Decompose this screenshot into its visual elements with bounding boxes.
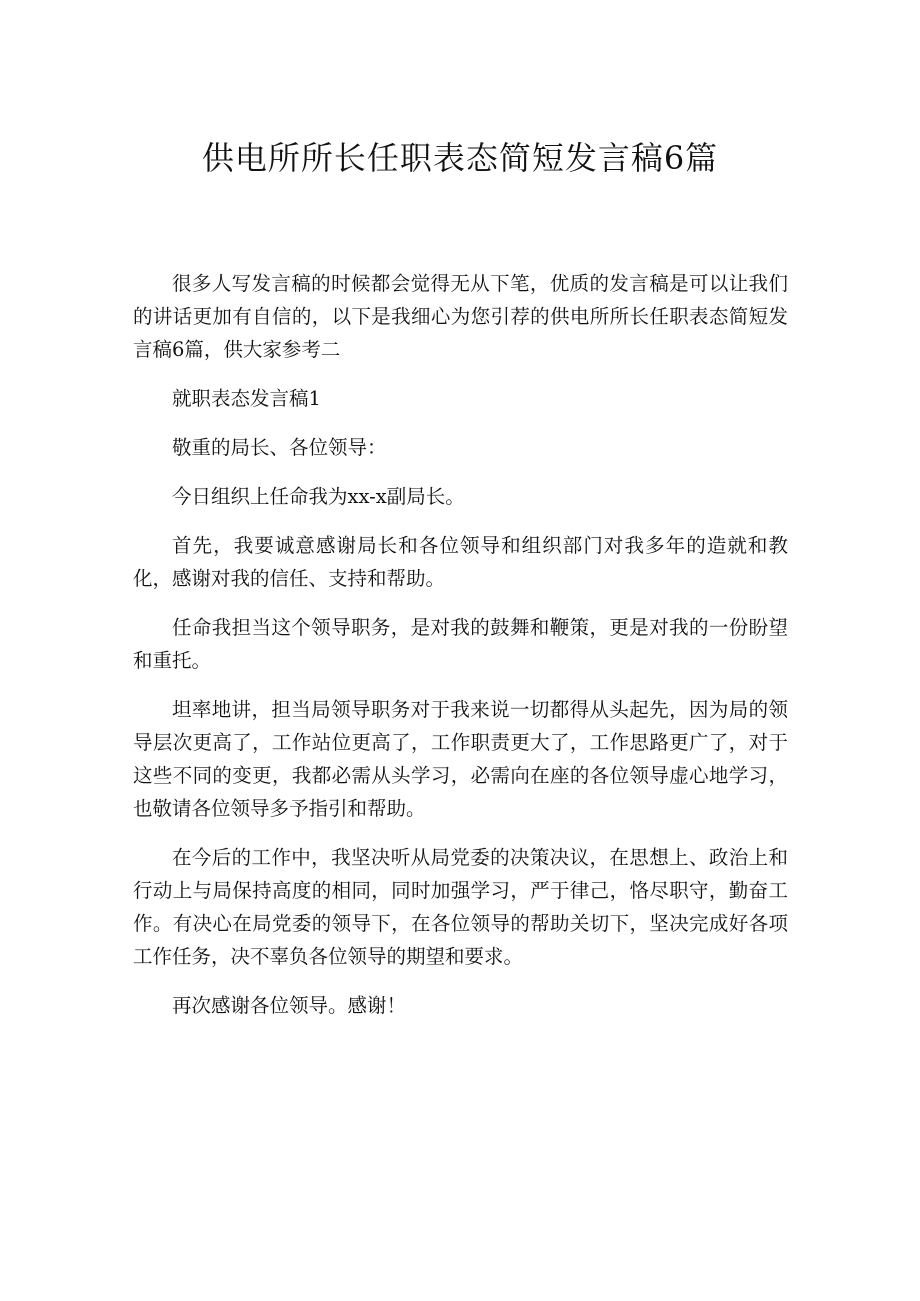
body-paragraph: 任命我担当这个领导职务，是对我的鼓舞和鞭策，更是对我的一份盼望和重托。: [133, 616, 788, 672]
body-paragraph: 在今后的工作中，我坚决听从局党委的决策决议，在思想上、政治上和行动上与局保持高度的相同，同时加强学习，严于律己，恪尽职守，勤奋工作。有决心在局党委的领导下，在各位领导的帮助关切下，坚决完成好各项工作任务，决不辜负各位领导的期望和要求。: [133, 846, 788, 968]
closing-paragraph: 再次感谢各位领导。感谢！: [172, 994, 407, 1017]
intro-paragraph: 很多人写发言稿的时候都会觉得无从下笔，优质的发言稿是可以让我们的讲话更加有自信的，以下是我细心为您引荐的供电所所长任职表态简短发言稿6篇，供大家参考二: [133, 272, 788, 361]
salutation-paragraph: 敬重的局长、各位领导：: [172, 436, 387, 459]
body-paragraph: 今日组织上任命我为xx-x副局长。: [172, 485, 465, 508]
speech-heading: 就职表态发言稿1: [172, 387, 321, 410]
body-paragraph: 首先，我要诚意感谢局长和各位领导和组织部门对我多年的造就和教化，感谢对我的信任、支持和帮助。: [133, 534, 788, 590]
document-title: 供电所所长任职表态简短发言稿6篇: [201, 139, 719, 177]
body-paragraph: 坦率地讲，担当局领导职务对于我来说一切都得从头起先，因为局的领导层次更高了，工作站位更高了，工作职责更大了，工作思路更广了，对于这些不同的变更，我都必需从头学习，必需向在座的各位领导虚心地学习，也敬请各位领导多予指引和帮助。: [133, 698, 788, 820]
document-body: [133, 267, 788, 1022]
